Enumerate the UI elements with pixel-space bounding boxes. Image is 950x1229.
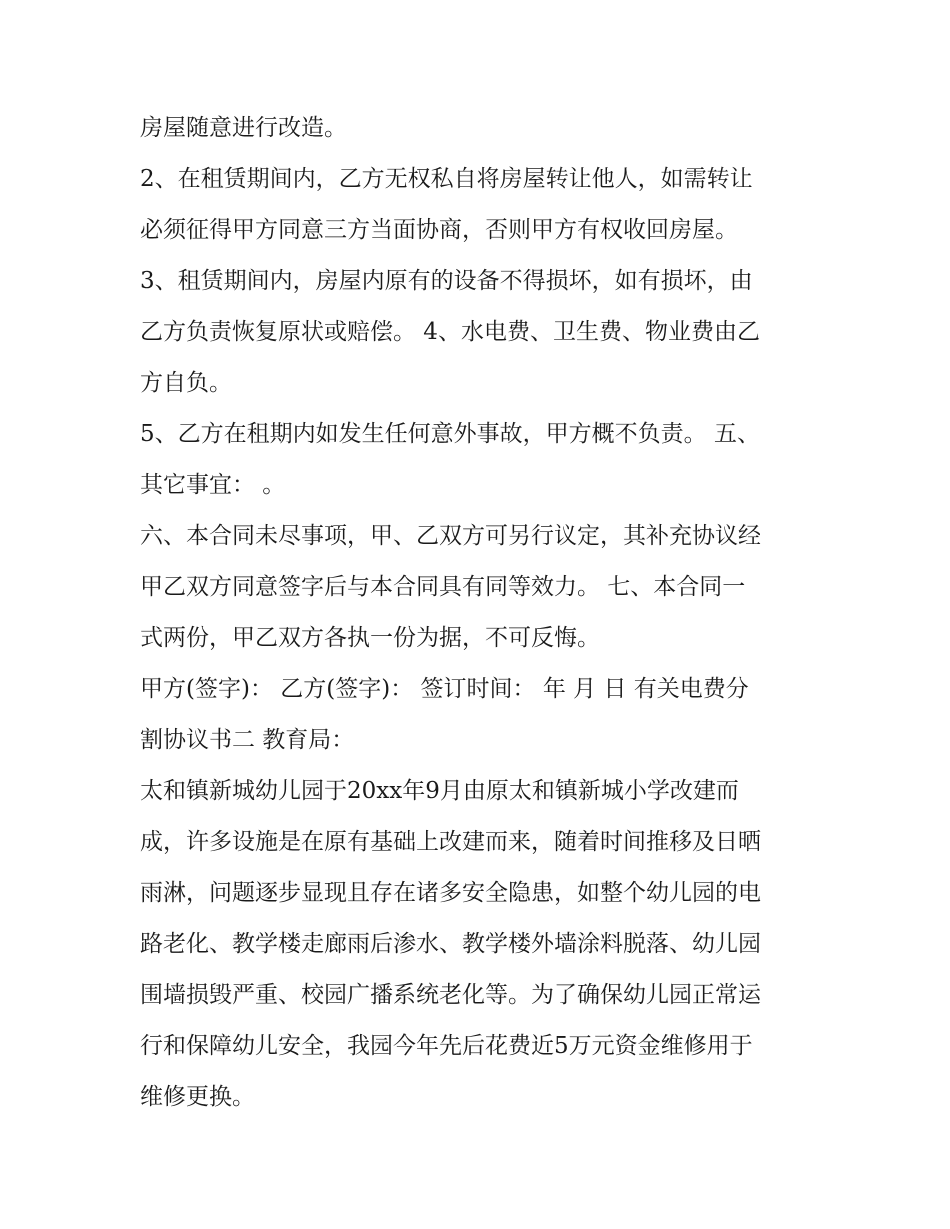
text-line: 必须征得甲方同意三方当面协商，否则甲方有权收回房屋。 [140,217,738,243]
text-line: 甲方(签字)： 乙方(签字)： 签订时间： 年 月 日 有关电费分 [140,676,749,702]
text-line: 方自负。 [140,370,232,396]
text-line: 其它事宜： 。 [140,472,286,498]
text-line: 乙方负责恢复原状或赔偿。 4、水电费、卫生费、物业费由乙 [140,319,760,345]
text-line: 成，许多设施是在原有基础上改建而来，随着时间推移及日晒 [140,829,761,855]
text-line: 围墙损毁严重、校园广播系统老化等。为了确保幼儿园正常运 [140,982,761,1008]
text-line: 六、本合同未尽事项，甲、乙双方可另行议定，其补充协议经 [140,523,761,549]
text-line: 甲乙双方同意签字后与本合同具有同等效力。 七、本合同一 [140,574,746,600]
text-line: 2、在租赁期间内，乙方无权私自将房屋转让他人，如需转让 [140,166,753,192]
text-line: 5、乙方在租期内如发生任何意外事故，甲方概不负责。 五、 [140,421,760,447]
text-line: 行和保障幼儿安全，我园今年先后花费近5万元资金维修用于 [140,1033,753,1059]
text-line: 3、租赁期间内，房屋内原有的设备不得损坏，如有损坏，由 [140,268,753,294]
text-line: 房屋随意进行改造。 [140,115,347,141]
text-line: 太和镇新城幼儿园于20xx年9月由原太和镇新城小学改建而 [140,778,739,804]
body-text [140,103,820,1123]
text-line: 割协议书二 教育局： [140,727,355,753]
text-line: 雨淋，问题逐步显现且存在诸多安全隐患，如整个幼儿园的电 [140,880,761,906]
text-line: 维修更换。 [140,1084,255,1110]
text-line: 式两份，甲乙双方各执一份为据，不可反悔。 [140,625,600,651]
text-line: 路老化、教学楼走廊雨后渗水、教学楼外墙涂料脱落、幼儿园 [140,931,761,957]
